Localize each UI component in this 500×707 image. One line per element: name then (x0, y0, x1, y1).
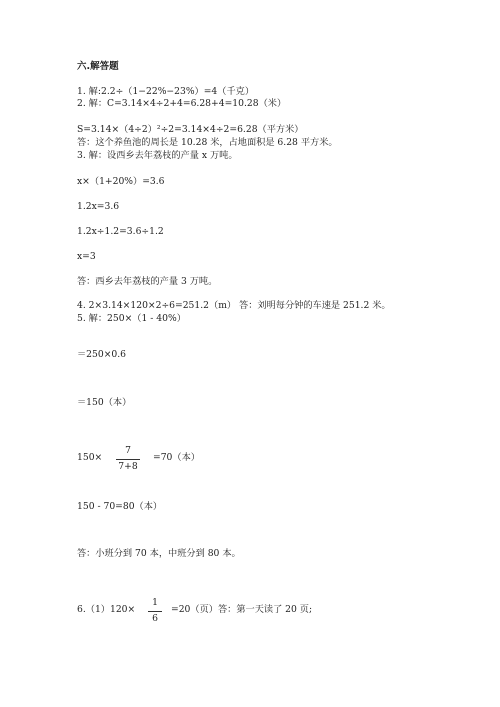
fraction-denominator: 6 (152, 613, 158, 624)
answer-2-conclusion: 答：这个养鱼池的周长是 10.28 米，占地面积是 6.28 平方米。 (77, 137, 338, 148)
answer-6-fraction (148, 597, 162, 625)
answer-5-setup: 5. 解：250×（1 - 40%） (77, 313, 186, 324)
answer-6-prefix: 6.（1）120× (77, 604, 136, 615)
answer-5-fraction (116, 445, 140, 473)
fraction-denominator: 7+8 (118, 461, 138, 472)
answer-3-step-2: 1.2x÷1.2=3.6÷1.2 (77, 226, 164, 237)
answer-3-setup: 3. 解：设西乡去年荔枝的产量 x 万吨。 (77, 150, 238, 161)
answer-4: 4. 2×3.14×120×2÷6=251.2（m） 答：刘明每分钟的车速是 251.2 米。 (77, 300, 391, 311)
fraction-numerator: 7 (125, 445, 131, 456)
fraction-bar (116, 459, 140, 460)
section-title: 六.解答题 (77, 61, 119, 72)
answer-3-equation: x×（1+20%）=3.6 (77, 176, 165, 187)
answer-2-area: S=3.14×（4÷2）²÷2=3.14×4÷2=6.28（平方米） (77, 124, 304, 135)
fraction-numerator: 1 (152, 597, 158, 608)
answer-3-step-1: 1.2x=3.6 (77, 201, 120, 212)
answer-5-step-4: 150 - 70=80（本） (77, 501, 163, 512)
answer-5-fraction-result: =70（本） (153, 452, 200, 463)
answer-3-result: x=3 (77, 251, 96, 262)
answer-6-result: =20（页）答：第一天读了 20 页; (171, 604, 313, 615)
answer-2: 2. 解：C=3.14×4÷2+4=6.28+4=10.28（米） (77, 98, 287, 109)
answer-1: 1. 解:2.2÷（1−22%−23%）=4（千克） (77, 86, 255, 97)
fraction-bar (148, 611, 162, 612)
answer-5-step-2: ＝150（本） (77, 397, 132, 408)
answer-3-conclusion: 答：西乡去年荔枝的产量 3 万吨。 (77, 276, 218, 287)
answer-5-conclusion: 答：小班分到 70 本，中班分到 80 本。 (77, 548, 241, 559)
answer-5-step-1: ＝250×0.6 (77, 349, 127, 360)
answer-5-fraction-prefix: 150× (77, 452, 103, 463)
